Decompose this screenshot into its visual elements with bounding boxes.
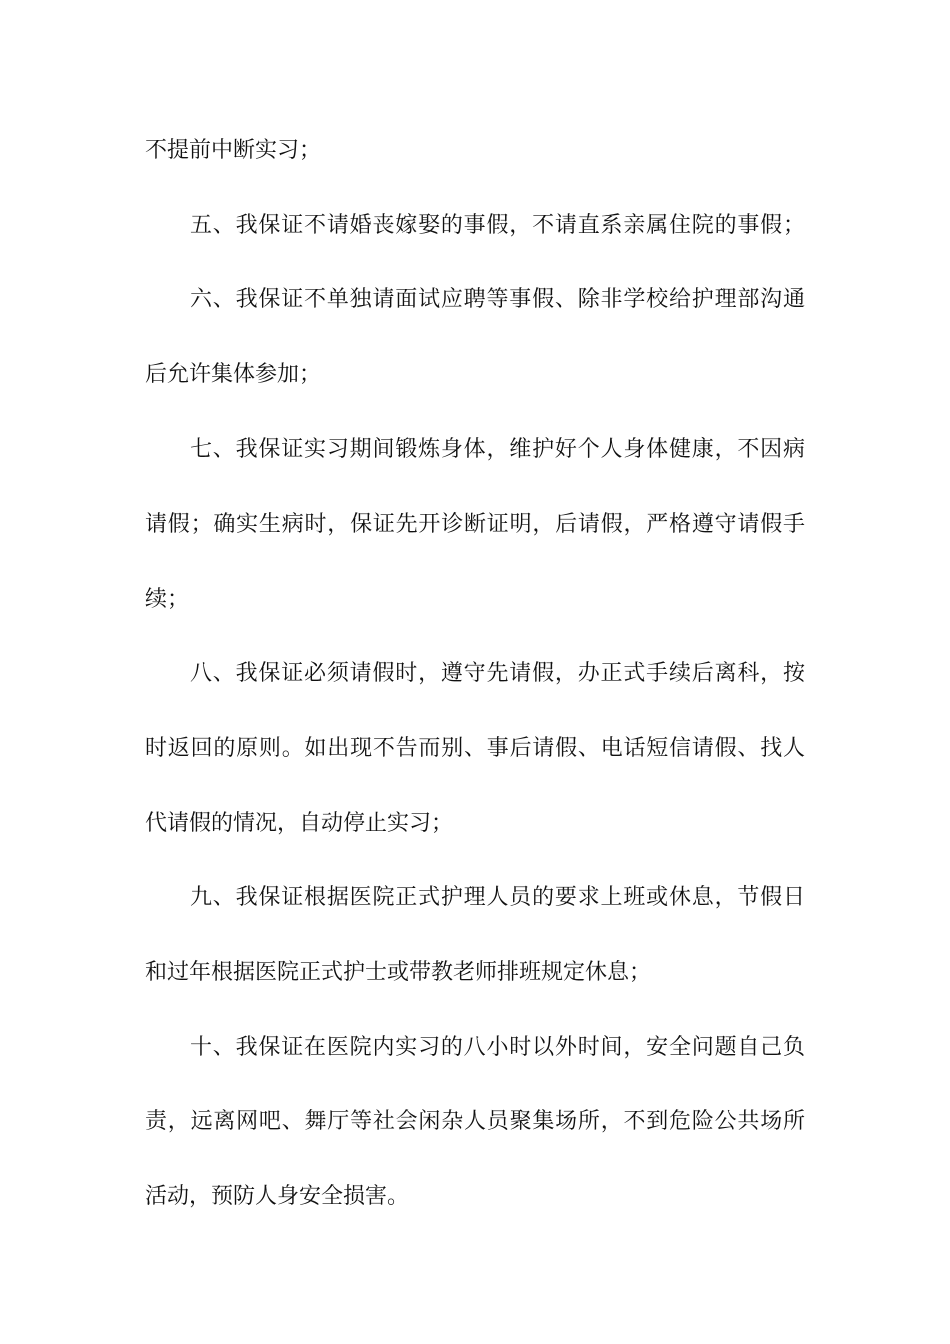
text-line: 九、我保证根据医院正式护理人员的要求上班或休息，节假日 — [190, 885, 805, 910]
text-line: 不提前中断实习； — [145, 138, 322, 163]
text-line: 六、我保证不单独请面试应聘等事假、除非学校给护理部沟通 — [190, 287, 805, 312]
text-line: 后允许集体参加； — [145, 362, 322, 387]
text-line: 代请假的情况，自动停止实习； — [145, 811, 454, 836]
text-line: 续； — [145, 587, 190, 612]
text-line: 十、我保证在医院内实习的八小时以外时间，安全问题自己负 — [190, 1035, 805, 1060]
text-line: 请假；确实生病时，保证先开诊断证明，后请假，严格遵守请假手 — [145, 512, 805, 537]
text-line: 和过年根据医院正式护士或带教老师排班规定休息； — [145, 960, 652, 985]
text-line: 七、我保证实习期间锻炼身体，维护好个人身体健康，不因病 — [190, 437, 805, 462]
text-line: 五、我保证不请婚丧嫁娶的事假，不请直系亲属住院的事假； — [190, 213, 805, 238]
text-line: 时返回的原则。如出现不告而别、事后请假、电话短信请假、找人 — [145, 736, 805, 761]
text-line: 八、我保证必须请假时，遵守先请假，办正式手续后离科，按 — [190, 661, 805, 686]
text-line: 责，远离网吧、舞厅等社会闲杂人员聚集场所，不到危险公共场所 — [145, 1109, 805, 1134]
text-line: 活动，预防人身安全损害。 — [145, 1184, 410, 1209]
